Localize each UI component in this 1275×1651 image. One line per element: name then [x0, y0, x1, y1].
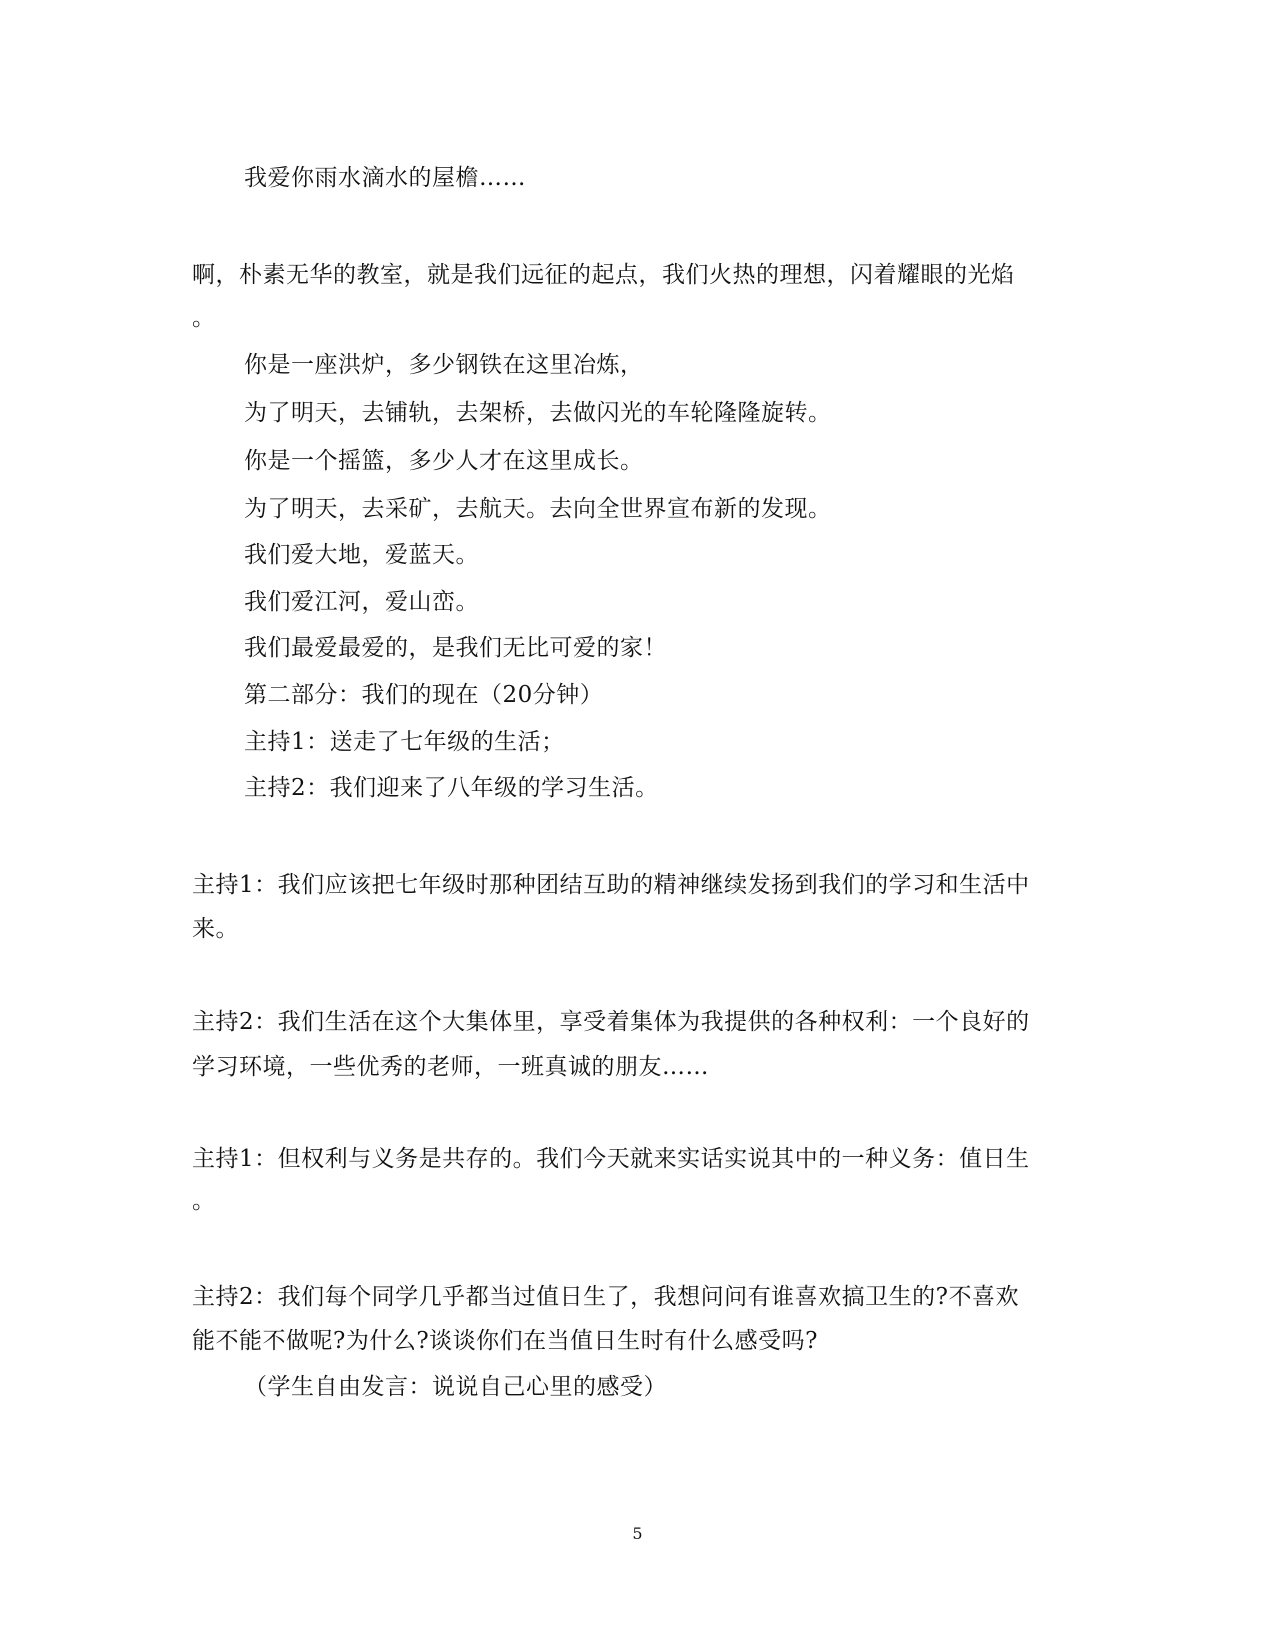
- poem-line: 我们最爱最爱的，是我们无比可爱的家！: [244, 635, 667, 661]
- dialogue-line: 主持1：送走了七年级的生活；: [244, 729, 565, 755]
- section-heading: 第二部分：我们的现在（20分钟）: [244, 682, 604, 708]
- page-number: 5: [632, 1524, 643, 1543]
- poem-line: 你是一座洪炉，多少钢铁在这里冶炼，: [244, 352, 644, 378]
- dialogue-line: 主持2：我们迎来了八年级的学习生活。: [244, 775, 659, 801]
- dialogue-line: 。: [192, 1188, 216, 1214]
- stage-direction: （学生自由发言：说说自己心里的感受）: [244, 1374, 667, 1400]
- poem-line: 为了明天，去采矿，去航天。去向全世界宣布新的发现。: [244, 496, 832, 522]
- poem-line: 我们爱江河，爱山峦。: [244, 589, 479, 615]
- poem-line: 为了明天，去铺轨，去架桥，去做闪光的车轮隆隆旋转。: [244, 400, 832, 426]
- poem-line: 我们爱大地，爱蓝天。: [244, 542, 479, 568]
- dialogue-line: 主持1：我们应该把七年级时那种团结互助的精神继续发扬到我们的学习和生活中: [192, 872, 1030, 898]
- dialogue-line: 主持2：我们每个同学几乎都当过值日生了，我想问问有谁喜欢搞卫生的?不喜欢: [192, 1284, 1019, 1310]
- paragraph-line: 啊，朴素无华的教室，就是我们远征的起点，我们火热的理想，闪着耀眼的光焰: [192, 262, 1015, 288]
- poem-line: 你是一个摇篮，多少人才在这里成长。: [244, 448, 644, 474]
- poem-line: 我爱你雨水滴水的屋檐……: [244, 165, 526, 191]
- dialogue-line: 学习环境，一些优秀的老师，一班真诚的朋友……: [192, 1054, 709, 1080]
- paragraph-line: 。: [192, 305, 216, 331]
- dialogue-line: 主持2：我们生活在这个大集体里，享受着集体为我提供的各种权利：一个良好的: [192, 1009, 1030, 1035]
- dialogue-line: 主持1：但权利与义务是共存的。我们今天就来实话实说其中的一种义务：值日生: [192, 1146, 1030, 1172]
- dialogue-line: 来。: [192, 916, 239, 942]
- dialogue-line: 能不能不做呢?为什么?谈谈你们在当值日生时有什么感受吗?: [192, 1328, 818, 1354]
